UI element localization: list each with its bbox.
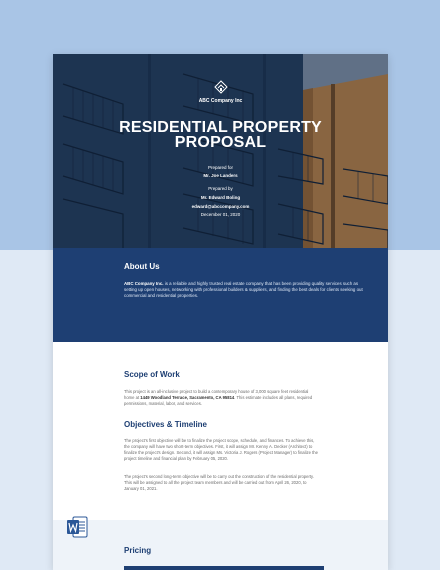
scope-text (124, 389, 319, 407)
prepared-for-label: Prepared for (207, 165, 233, 170)
cover-content (53, 54, 388, 248)
objectives-heading: Objectives & Timeline (124, 420, 207, 429)
prepared-by-name: Mr. Edward Boling (200, 195, 241, 200)
proposal-date: December 01, 2020 (200, 212, 241, 217)
email-address: edward@abccompany.com (191, 204, 250, 209)
scope-text-b: . This estimate includes all plans, required permissions, material, labor, and services. (124, 395, 313, 406)
pricing-section (53, 520, 388, 570)
about-heading: About Us (124, 262, 160, 271)
proposal-title (53, 120, 388, 150)
title-line-2: PROPOSAL (174, 134, 267, 151)
prepared-by-label: Prepared by (208, 186, 233, 191)
document-page (53, 54, 388, 570)
house-logo-icon (214, 80, 228, 94)
company-name: ABC Company Inc (198, 98, 243, 104)
objectives-para-1: The project's first objective will be to finalize the project scope, schedule, and finances. To achieve this, the company will have two short-term objectives. First, it will assign Mr. Kenny A. Decker (Architect) to finalize the project's design. Second, it will assign Ms. Victoria J. Rogers (Project Manager) to finalize the project timeline and financial plan by February 05, 2020. (124, 438, 318, 461)
pricing-heading: Pricing (124, 546, 152, 555)
prepared-for-name: Mr. Joe Landers (203, 173, 238, 178)
ms-word-icon (65, 515, 89, 539)
scope-address: 1449 Woodland Terrace, Sacramento, CA 95814 (140, 395, 235, 400)
scope-text-a: This project is an all-inclusive project to build a contemporary house of 3,000 square feet residential home at (124, 389, 309, 400)
objectives-para-2: The project's second long-term objective will be to carry out the construction of the residential property. This will be assigned to all the project team members and will be carried out from April 26, 2020, to January 01, 2021. (124, 474, 314, 491)
title-line-1: RESIDENTIAL PROPERTY (119, 119, 322, 136)
pricing-table-header (124, 566, 324, 570)
about-section (53, 248, 388, 342)
about-text (124, 281, 364, 299)
about-body: is a reliable and highly trusted real estate company that has been providing quality services such as setting up open houses, networking with professional builders & suppliers, and finding the best deals for clients seeking out commercial and residential properties. (124, 281, 363, 298)
scope-heading: Scope of Work (124, 370, 180, 379)
about-company-bold: ABC Company Inc. (124, 281, 164, 286)
cover-section (53, 54, 388, 248)
